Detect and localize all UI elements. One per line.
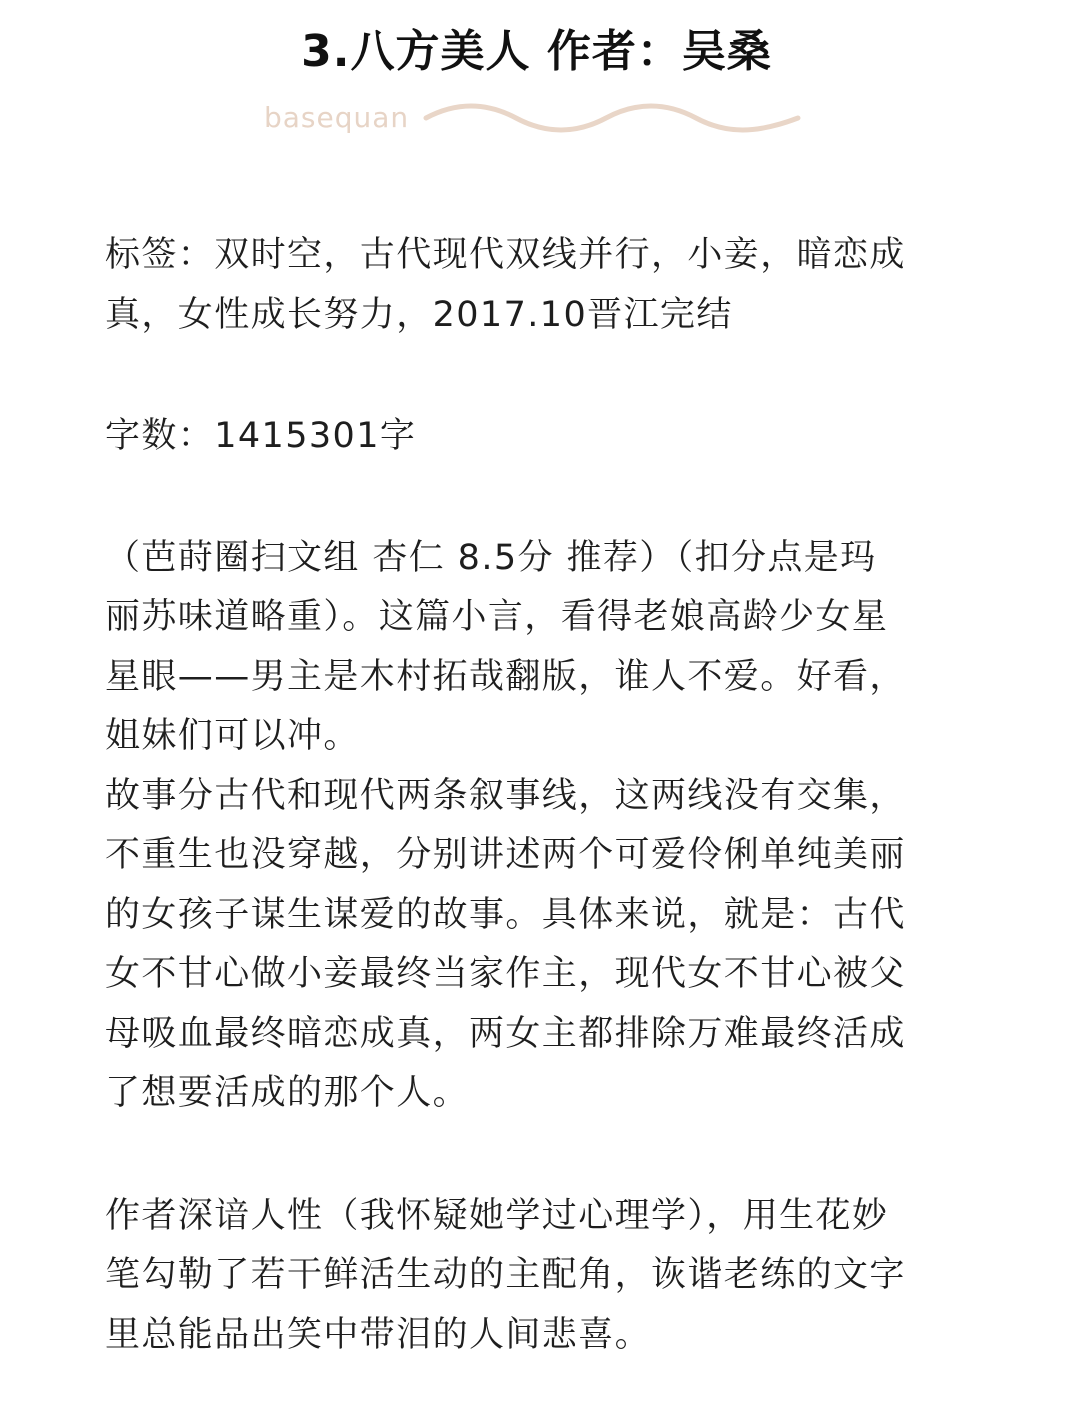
text-line (105, 648, 970, 708)
text-line: 姐妹们可以冲。 (105, 716, 360, 756)
text-line: 母吸血最终暗恋成真，两女主都排除万难最终活成 (105, 1013, 906, 1054)
text-line: 作者深谙人性（我怀疑她学过心理学），用生花妙 (105, 1195, 889, 1236)
paragraph-gap (105, 1124, 970, 1187)
text-line: 笔勾勒了若干鲜活生动的主配角，诙谐老练的文字 (105, 1255, 906, 1295)
watermark-text: basequan (264, 101, 410, 134)
text-line-content: 星眼——男主是木村拓哉翻版，谁人不爱。好看， (105, 656, 906, 697)
wordcount-paragraph: 字数：1415301字 (105, 416, 417, 456)
paragraph-gap (105, 345, 970, 407)
text-line: 真，女性成长努力，2017.10晋江完结 (105, 294, 733, 335)
page-title: 3.八方美人 作者：吴桑 (301, 26, 772, 77)
wave-decoration-icon (422, 96, 802, 140)
watermark (262, 96, 802, 140)
text-line: （芭莳圈扫文组 杏仁 8.5分 推荐）（扣分点是玛 (105, 537, 877, 578)
review-paragraph (105, 529, 970, 1124)
paragraph-gap (105, 467, 970, 529)
text-line: 标签：双时空，古代现代双线并行，小妾，暗恋成 (105, 235, 906, 275)
tags-paragraph (105, 226, 970, 345)
author-paragraph (105, 1187, 970, 1366)
text-line: 女不甘心做小妾最终当家作主，现代女不甘心被父 (105, 954, 906, 994)
text-line: 故事分古代和现代两条叙事线，这两线没有交集， (105, 775, 906, 816)
text-line: 里总能品出笑中带泪的人间悲喜。 (105, 1314, 652, 1355)
text-line: 不重生也没穿越，分别讲述两个可爱伶俐单纯美丽 (105, 835, 906, 875)
text-line: 了想要活成的那个人。 (105, 1073, 470, 1113)
text-line: 的女孩子谋生谋爱的故事。具体来说，就是：古代 (105, 894, 906, 935)
text-line: 丽苏味道略重）。这篇小言，看得老娘高龄少女星 (105, 597, 889, 637)
article-body (105, 226, 970, 1365)
